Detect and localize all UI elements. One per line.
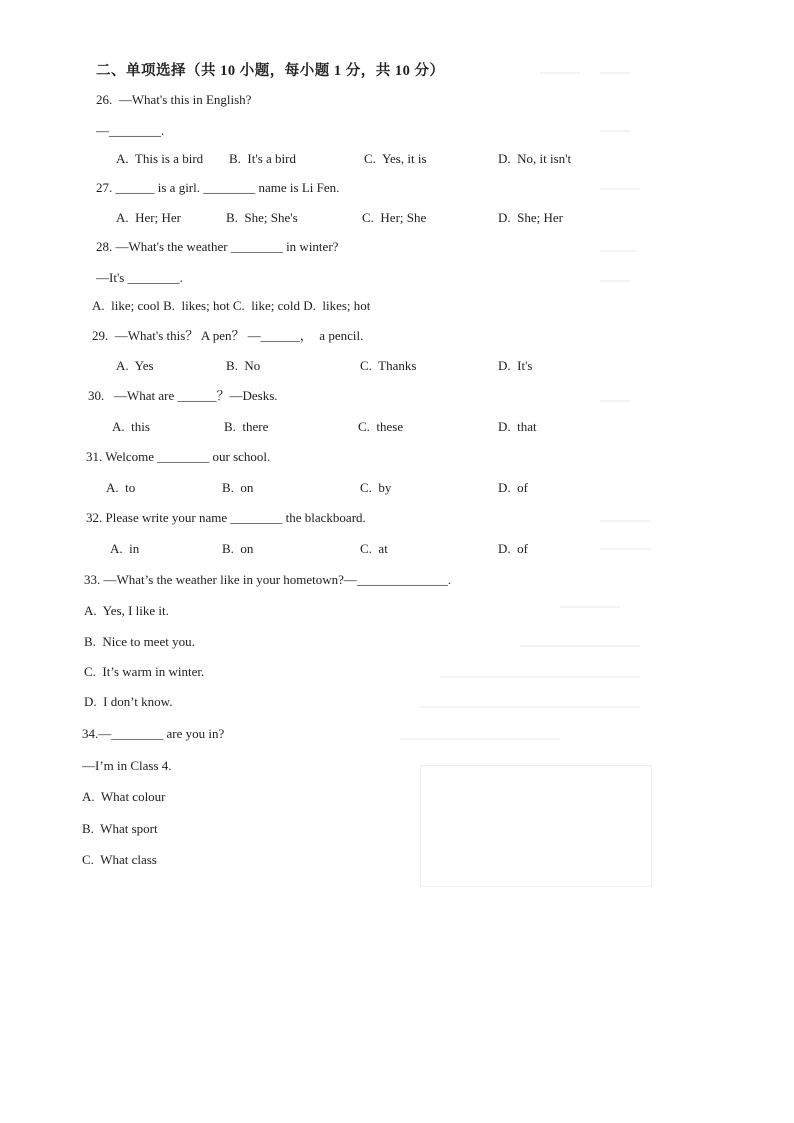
option-b: B. Nice to meet you. [84, 634, 195, 649]
question-stem: 26. —What's this in English? [96, 92, 252, 107]
option-c: C. these [358, 419, 404, 434]
option-a: A. in [110, 541, 140, 556]
option-a: A. to [106, 480, 136, 495]
options-row: A. like; cool B. likes; hot C. like; cold D. likes; hot [92, 298, 371, 313]
option-a: A. This is a bird [116, 151, 204, 166]
option-b: B. What sport [82, 821, 158, 836]
option-c: C. at [360, 541, 388, 556]
option-d: D. that [498, 419, 537, 434]
option-a: A. Yes, I like it. [84, 603, 169, 618]
question-stem: 30. —What are ______？—Desks. [88, 388, 278, 403]
option-c: C. Her; She [362, 210, 427, 225]
option-b: B. there [224, 419, 269, 434]
question-stem: 31. Welcome ________ our school. [86, 449, 271, 464]
option-b: B. on [222, 541, 254, 556]
answer-line: —It's ________. [96, 270, 183, 285]
answer-line: —I’m in Class 4. [82, 758, 172, 773]
option-d: D. It's [498, 358, 533, 373]
option-d: D. I don’t know. [84, 694, 173, 709]
option-d: D. of [498, 480, 528, 495]
option-c: C. Thanks [360, 358, 417, 373]
option-c: C. It’s warm in winter. [84, 664, 205, 679]
answer-line: —________. [96, 123, 165, 138]
option-a: A. What colour [82, 789, 166, 804]
option-a: A. Her; Her [116, 210, 181, 225]
option-c: C. What class [82, 852, 157, 867]
option-b: B. It's a bird [229, 151, 296, 166]
option-d: D. No, it isn't [498, 151, 572, 166]
question-stem: 29. —What's this？ A pen？ —______， a pencil. [92, 328, 364, 343]
option-d: D. of [498, 541, 528, 556]
question-stem: 27. ______ is a girl. ________ name is Li Fen. [96, 180, 340, 195]
option-d: D. She; Her [498, 210, 563, 225]
option-a: A. Yes [116, 358, 154, 373]
question-stem: 28. —What's the weather ________ in winter? [96, 239, 339, 254]
question-stem: 32. Please write your name ________ the blackboard. [86, 510, 366, 525]
option-a: A. this [112, 419, 150, 434]
option-c: C. by [360, 480, 392, 495]
section-title: 二、单项选择（共 10 小题，每小题 1 分，共 10 分） [96, 63, 445, 79]
question-stem: 33. —What’s the weather like in your hometown?—______________. [84, 572, 452, 587]
question-stem: 34.—________ are you in? [82, 726, 225, 741]
option-b: B. She; She's [226, 210, 298, 225]
option-c: C. Yes, it is [364, 151, 427, 166]
option-b: B. No [226, 358, 261, 373]
option-b: B. on [222, 480, 254, 495]
